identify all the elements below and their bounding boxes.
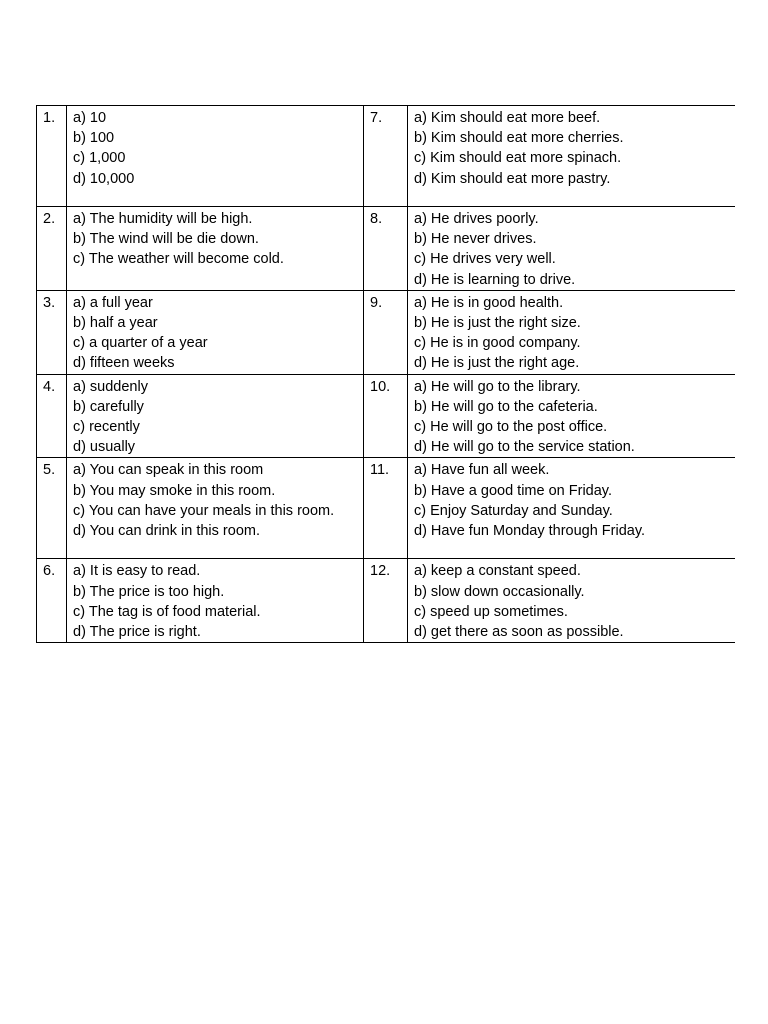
table-row xyxy=(37,374,735,458)
option-b: b) The price is too high. xyxy=(73,583,225,600)
option-a: a) 10 xyxy=(73,110,107,126)
option-c: c) recently xyxy=(73,419,140,436)
table-row xyxy=(37,458,735,559)
option-a: a) Kim should eat more beef. xyxy=(414,110,601,126)
option-a: a) Have fun all week. xyxy=(414,462,550,479)
option-b: b) He never drives. xyxy=(414,231,537,248)
option-c: c) The tag is of food material. xyxy=(73,603,261,620)
table-row xyxy=(37,559,735,643)
question-number: 1. xyxy=(37,106,67,207)
option-c: c) He will go to the post office. xyxy=(414,419,608,436)
option-a: a) It is easy to read. xyxy=(73,563,201,580)
option-b: b) He is just the right size. xyxy=(414,315,581,332)
option-a: a) You can speak in this room xyxy=(73,462,264,479)
option-c: c) He is in good company. xyxy=(414,335,581,352)
question-options xyxy=(67,374,364,458)
question-options xyxy=(67,207,364,291)
question-options xyxy=(408,458,735,559)
question-options xyxy=(408,106,735,207)
option-b: b) The wind will be die down. xyxy=(73,231,259,248)
option-d: d) The price is right. xyxy=(73,624,201,641)
option-a: a) The humidity will be high. xyxy=(73,211,253,227)
question-options xyxy=(408,374,735,458)
option-b: b) slow down occasionally. xyxy=(414,583,585,600)
option-b: b) You may smoke in this room. xyxy=(73,482,276,499)
option-a: a) He is in good health. xyxy=(414,294,564,311)
option-d: d) Have fun Monday through Friday. xyxy=(414,523,646,540)
question-number: 10. xyxy=(364,374,408,458)
option-a: a) suddenly xyxy=(73,378,148,395)
option-d: d) He will go to the service station. xyxy=(414,439,635,456)
option-d: d) He is just the right age. xyxy=(414,355,580,372)
question-options xyxy=(67,458,364,559)
question-number: 9. xyxy=(364,290,408,374)
question-number: 2. xyxy=(37,207,67,291)
option-b: b) 100 xyxy=(73,130,115,147)
option-a: a) He will go to the library. xyxy=(414,378,581,395)
option-b: b) He will go to the cafeteria. xyxy=(414,398,598,415)
table-row xyxy=(37,290,735,374)
option-a: a) He drives poorly. xyxy=(414,211,539,227)
option-c: c) He drives very well. xyxy=(414,251,556,268)
question-number: 7. xyxy=(364,106,408,207)
table-row xyxy=(37,207,735,291)
question-number: 8. xyxy=(364,207,408,291)
option-b: b) carefully xyxy=(73,398,144,415)
option-d: d) 10,000 xyxy=(73,170,135,187)
question-number: 4. xyxy=(37,374,67,458)
question-number: 12. xyxy=(364,559,408,643)
question-number: 11. xyxy=(364,458,408,559)
option-d: d) You can drink in this room. xyxy=(73,523,260,540)
question-options xyxy=(67,559,364,643)
question-options xyxy=(67,290,364,374)
option-b: b) Kim should eat more cherries. xyxy=(414,130,624,147)
option-d: d) He is learning to drive. xyxy=(414,271,576,288)
question-options xyxy=(408,207,735,291)
question-options xyxy=(408,559,735,643)
option-c: c) The weather will become cold. xyxy=(73,251,284,268)
option-d: d) fifteen weeks xyxy=(73,355,175,372)
option-c: c) You can have your meals in this room. xyxy=(73,502,335,519)
option-b: b) half a year xyxy=(73,315,158,332)
option-d: d) Kim should eat more pastry. xyxy=(414,170,611,187)
option-c: c) 1,000 xyxy=(73,150,126,167)
option-c: c) Enjoy Saturday and Sunday. xyxy=(414,502,613,519)
option-c: c) a quarter of a year xyxy=(73,335,208,352)
question-number: 3. xyxy=(37,290,67,374)
option-c: c) Kim should eat more spinach. xyxy=(414,150,622,167)
question-options xyxy=(67,106,364,207)
option-b: b) Have a good time on Friday. xyxy=(414,482,612,499)
option-a: a) keep a constant speed. xyxy=(414,563,581,580)
question-number: 6. xyxy=(37,559,67,643)
question-number: 5. xyxy=(37,458,67,559)
table-row xyxy=(37,106,735,207)
answer-options-table xyxy=(36,105,735,643)
option-d: d) usually xyxy=(73,439,136,456)
option-a: a) a full year xyxy=(73,294,153,311)
question-options xyxy=(408,290,735,374)
option-d: d) get there as soon as possible. xyxy=(414,624,624,641)
option-c: c) speed up sometimes. xyxy=(414,603,568,620)
